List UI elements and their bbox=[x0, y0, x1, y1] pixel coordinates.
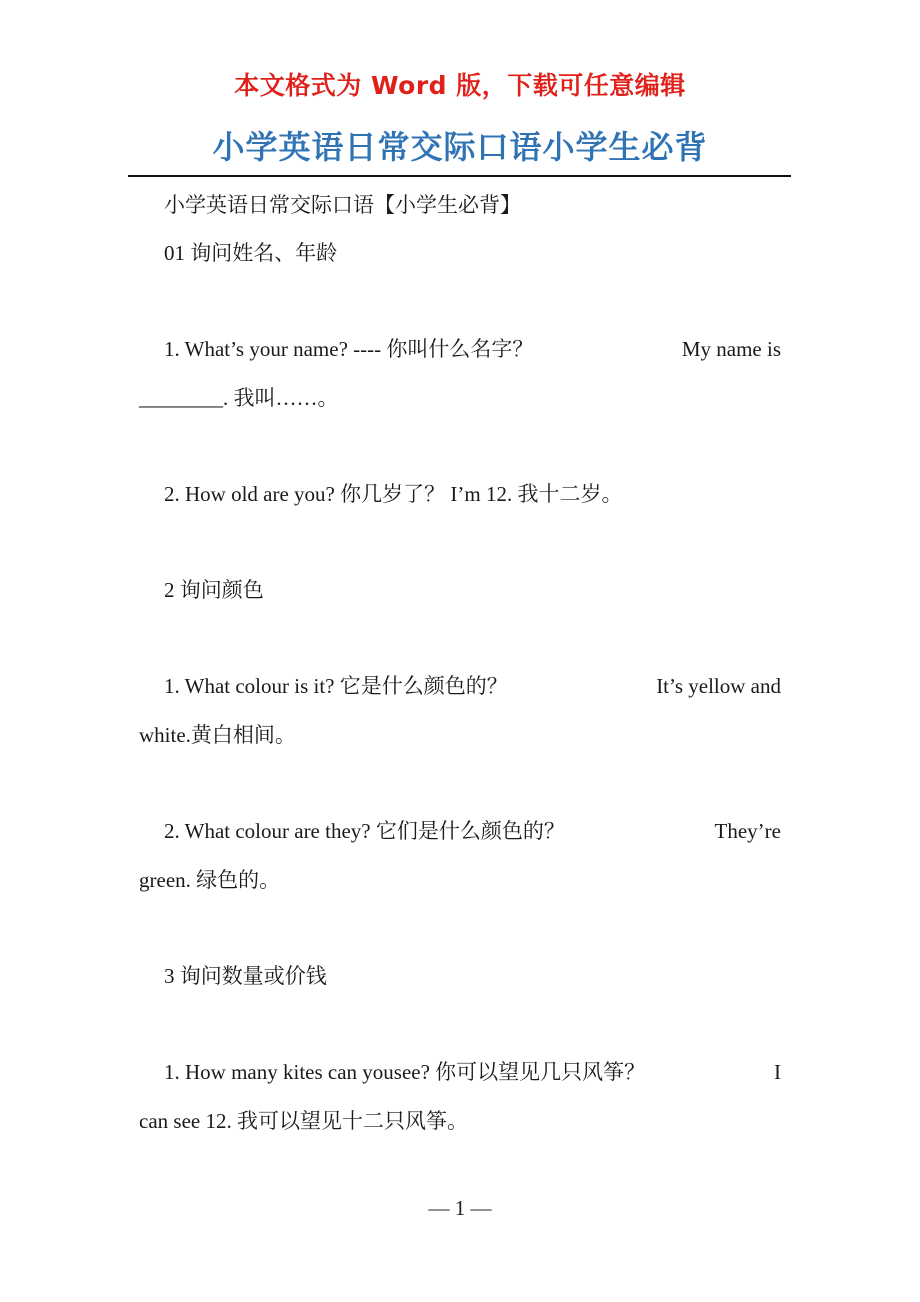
paragraph-line bbox=[164, 816, 781, 846]
page-number: — 1 — bbox=[428, 1196, 492, 1220]
answer-text: It’s yellow and bbox=[656, 674, 781, 698]
intro-line: 小学英语日常交际口语【小学生必背】 bbox=[164, 193, 521, 217]
question-text: 1. What colour is it? 它是什么颜色的？ bbox=[164, 674, 508, 698]
paragraph-line: white.黄白相间。 bbox=[139, 723, 296, 747]
question-text: 1. How many kites can yousee? 你可以望见几只风筝？ bbox=[164, 1060, 646, 1084]
paragraph-line: 2. How old are you? 你几岁了？ I’m 12. 我十二岁。 bbox=[164, 482, 623, 506]
answer-text: I bbox=[774, 1060, 781, 1084]
format-notice: 本文格式为 Word 版，下载可任意编辑 bbox=[234, 71, 686, 100]
document-title: 小学英语日常交际口语小学生必背 bbox=[212, 128, 708, 166]
paragraph-line: green. 绿色的。 bbox=[139, 868, 281, 892]
section-heading-quantity-price: 3 询问数量或价钱 bbox=[164, 964, 327, 988]
section-heading-colour: 2 询问颜色 bbox=[164, 578, 264, 602]
paragraph-line bbox=[164, 1057, 781, 1087]
paragraph-line bbox=[164, 334, 781, 364]
question-text: 1. What’s your name? ---- 你叫什么名字？ bbox=[164, 337, 534, 361]
paragraph-line: can see 12. 我可以望见十二只风筝。 bbox=[139, 1109, 468, 1133]
section-heading-name-age: 01 询问姓名、年龄 bbox=[164, 241, 338, 265]
title-divider bbox=[128, 175, 791, 177]
paragraph-line bbox=[164, 671, 781, 701]
paragraph-line: ________. 我叫……。 bbox=[139, 386, 339, 410]
answer-text: My name is bbox=[681, 337, 781, 361]
question-text: 2. What colour are they? 它们是什么颜色的？ bbox=[164, 819, 565, 843]
answer-text: They’re bbox=[714, 819, 781, 843]
